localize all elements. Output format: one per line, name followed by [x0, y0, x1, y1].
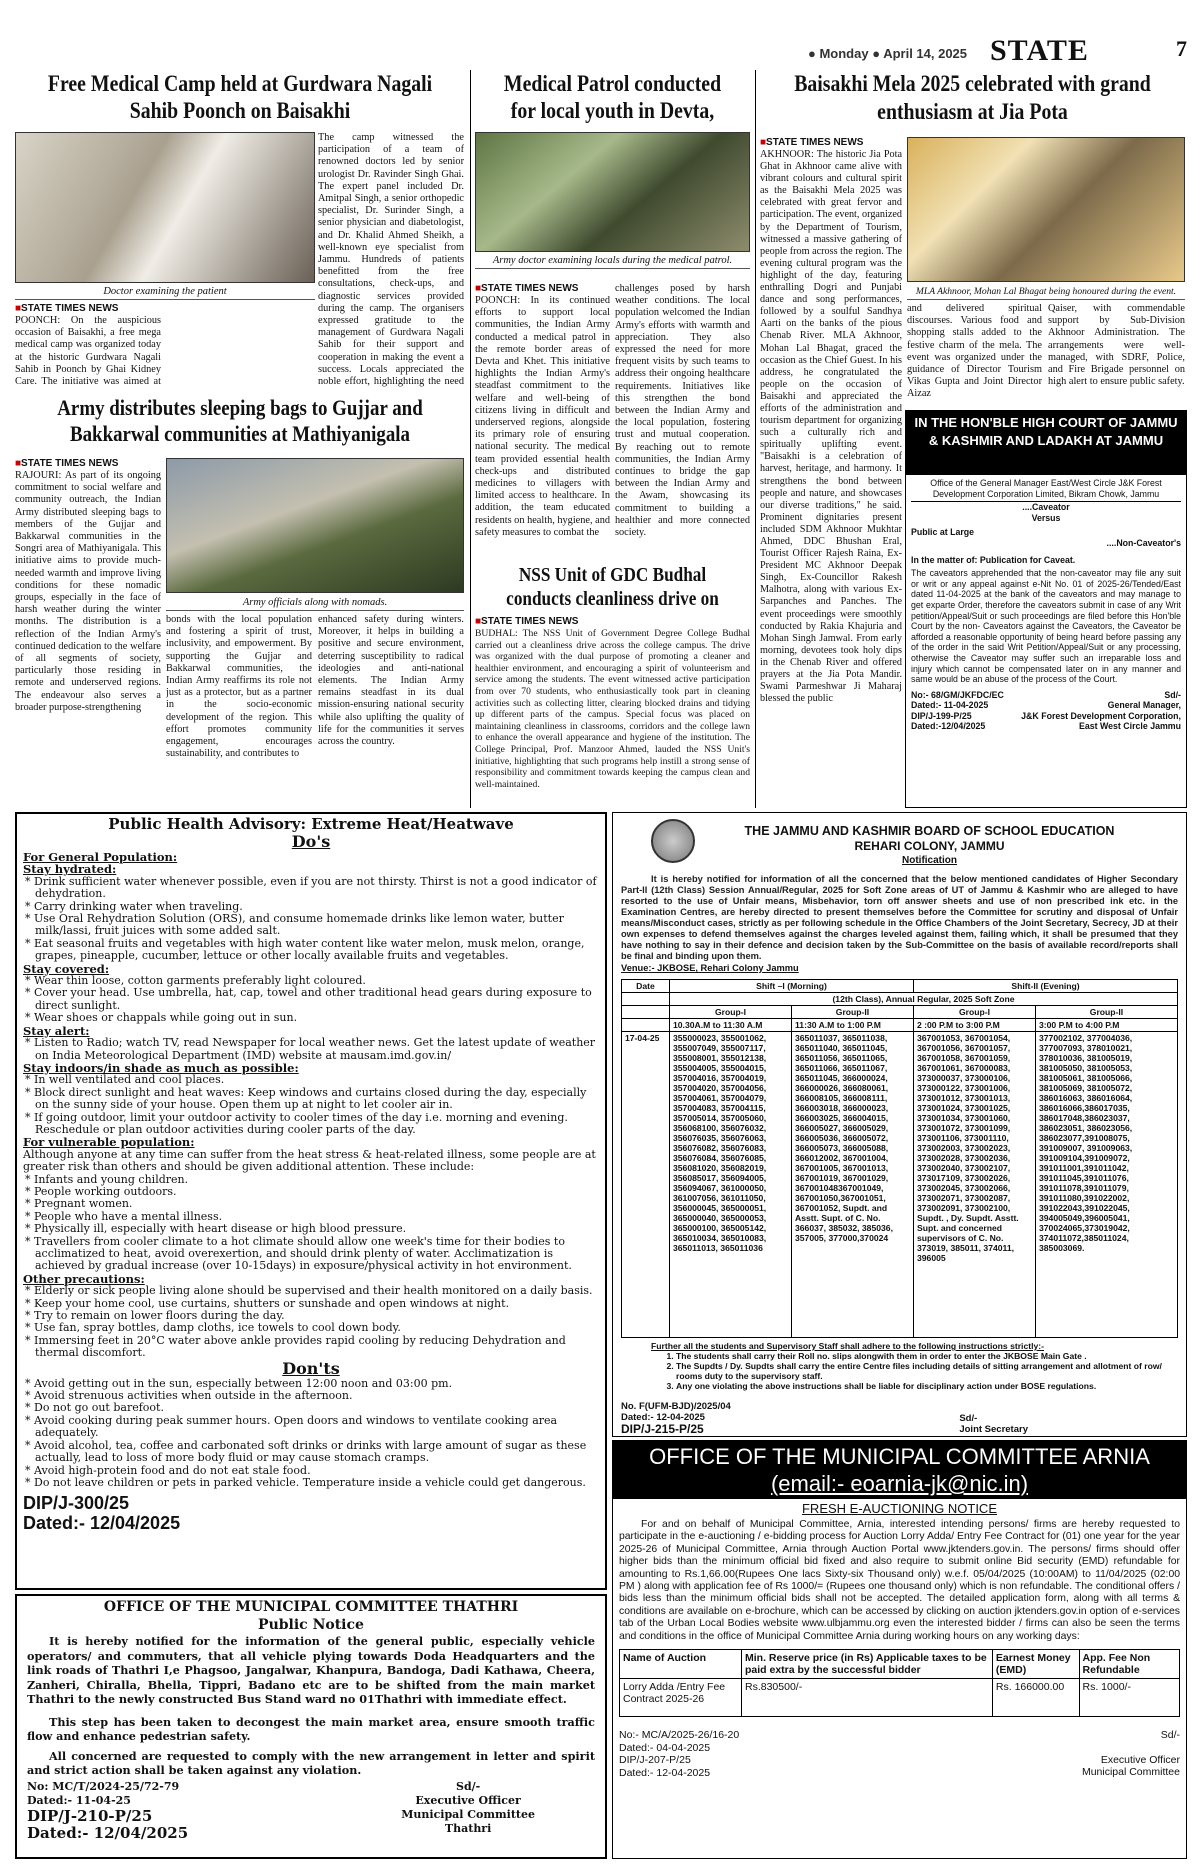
article-text: AKHNOOR: The historic Jia Pota Ghat in Akhnoor came alive with vibrant colours and cultural spirit as the Baisakhi Mela 2025 was celebrated with great fervor and participation. The event, organized by the Department of Tourism, witnessed a massive gathering of people from across the region. The evening cultural program was the highlight of the day, featuring enthralling Dogri and Punjabi dance and song performances, followed by a soulful Sandhya Aarti on the banks of the pious Chenab River. MLA Akhnoor, Mohan Lal Bhagat, graced the occasion as the Chief Guest. In his address, he congratulated the people on the occasion of Baisakhi and appreciated the efforts of the administration and tourism department for organizing such a culturally rich and spiritually uplifting event. "Baisakhi is a celebration of harvest, heritage, and harmony. It strengthens the bond between people and nature, and showcases our diverse traditions," he said. Prominent dignitaries present included SDM Akhnoor Mukhtar Ahmed, DDC Bhushan Eral, Tourist Officer Rajesh Raina, Ex-President MC Akhnoor Deepak Singh, Ex-Councillor Rakesh Malhotra, along with various Ex-Sarpanches and Panches. The event proceedings were smoothly conducted by Rakia Khajuria and Mohan Singh Jamwal. From early morning, devotees took holy dips in the Chenab River and offered prayers at the Jia Pota Mandir. Swami Parmeshwar Ji Maharaj blessed the public [760, 149, 902, 705]
article-sleeping-bags-col1 [15, 458, 161, 808]
article-text: BUDHAL: The NSS Unit of Government Degree College Budhal carried out a cleanliness drive across the college campus. The drive was organized with the dual purpose of promoting a cleaner and healthier environment, and encouraging a spirit of volunteerism and service among the students. The event witnessed active participation from over 70 students, who enthusiastically took part in cleaning activities such as collecting litter, clearing blocked drains and tidying up different parts of the campus. Special focus was placed on maintaining cleanliness in classrooms, corridors and the college lawn to enhance the overall appearance and hygiene of the institution. The College Principal, Prof. Manzoor Ahmed, lauded the NSS Unit's initiative, highlighting that such programs help instill a strong sense of responsibility and commitment towards keeping the campus clean and well-maintained. [475, 628, 750, 790]
noncaveator: ....Non-Caveator's [1106, 537, 1181, 548]
thathri-sd: Sd/- [456, 1779, 481, 1793]
auction-cell: Rs. 1000/- [1079, 1679, 1179, 1717]
arnia-sd: Sd/- [1160, 1729, 1180, 1742]
advisory-item-text: Block direct sunlight and heat waves: Keep windows and curtains closed during the day, especially on the sunny side of your house. Open them up at night to let cooler air in. [34, 1085, 587, 1112]
caveat-sd: Sd/- [1164, 689, 1181, 700]
thathri-dated: Dated:- 11-04-25 [27, 1793, 131, 1807]
thathri-body2: This step has been taken to decongest the main market area, ensure smooth traffic flow and enhance pedestrian safety. [27, 1714, 595, 1743]
jkbose-no: No. F(UFM-BJD)/2025/04 [621, 1401, 731, 1412]
dont-item: * Do not leave children or pets in parked vehicle. Temperature inside a vehicle could get dangerous. [25, 1475, 586, 1489]
article-medical-camp-col1 [15, 303, 161, 388]
caveat-title: IN THE HON'BLE HIGH COURT OF JAMMU & KASHMIR AND LADAKH AT JAMMU [906, 411, 1186, 475]
jkbose-sign2 [959, 1435, 1028, 1437]
advisory-item-text: Carry drinking water when traveling. [34, 899, 243, 913]
page-number: 7 [1176, 36, 1187, 61]
advisory-item: * Immersing feet in 20°C water above ankle provides rapid cooling by reducing Dehydration and thermal discomfort. [25, 1333, 566, 1360]
article-text-cont: Hundreds of patients benefitted from the free consultations, check-ups, and diagnostic services provided during the camp. The organisers expressed gratitude to the management of Gurdwara Nagali Sahib for their support and cooperation in making the event a success. Locals appreciated the noble effort, highlighting the need [318, 254, 464, 388]
advisory-dated: Dated:- 12/04/2025 [23, 1513, 181, 1534]
advisory-item-text: If going outdoor, limit your outdoor activity to cooler times of the day i.e. morning and evening. Reschedule or plan outdoor activities during cooler parts of the day. [34, 1110, 568, 1136]
advisory-dip: DIP/J-300/25 [23, 1493, 130, 1514]
advisory-item: * Cover your head. Use umbrella, hat, cap, towel and other traditional head gears during exposure to direct sunlight. [25, 986, 592, 1012]
arnia-no: No:- MC/A/2025-26/16-20 [619, 1729, 740, 1742]
advisory-item: * Eat seasonal fruits and vegetables with high water content like water melon, musk melon, orange, grapes, pineapple, cucumber, lettuce or other locally available fruits and vegetables. [25, 936, 585, 963]
jkbose-dip: DIP/J-215-P/25 [621, 1422, 704, 1436]
article-medical-camp-col2 [166, 303, 312, 388]
dont-item-text: Do not go out barefoot. [34, 1401, 164, 1415]
public: Public at Large [911, 527, 975, 538]
advisory-item-text: Physically ill, especially with heart disease or high blood pressure. [34, 1222, 407, 1236]
advisory-item: * Use fan, spray bottles, damp cloths, ice towels to cool down body. [25, 1321, 401, 1335]
headline-nss-budhal: NSS Unit of GDC Budhal conducts cleanliness drive on [506, 564, 719, 610]
thathri-sign3: Thathri [444, 1821, 492, 1835]
advisory-item-text: Travellers from cooler climate to a hot climate should allow one week's time for their bodies to acclimatized to heat, avoid overexertion, and should drink plenty of water. Acclimatization is achieved by gradual increase (over 10-15days) in exposure/physical activity in hot environment. [34, 1234, 572, 1273]
advisory-item: * Physically ill, especially with heart disease or high blood pressure. [25, 1222, 407, 1236]
advisory-item-text: Listen to Radio; watch TV, read Newspaper for local weather news. Get the latest update of weather on India Meteorological Department (IMD) website at mausam.imd.gov.in/ [34, 1036, 596, 1062]
article-text: RAJOURI: As part of its ongoing commitment to social welfare and community outreach, the Indian Army distributed sleeping bags to members of the Gujjar and Bakkarwal communities in the Songri area of Mathiyanigala. This initiative aims to provide much-needed warmth and improve living conditions for these nomadic groups, especially in the face of harsh weather during the winter months. The distribution is a reflection of the Indian Army's continued dedication to the welfare of all segments of society, particularly those residing in remote and underserved regions. The endeavour also serves a broader purpose-strengthening [15, 470, 161, 713]
advisory-item: * People who have a mental illness. [25, 1209, 223, 1223]
td-date: 17-04-25 [622, 1032, 670, 1338]
advisory-title: Public Health Advisory: Extreme Heat/Heatwave [108, 815, 514, 833]
advisory-item-text: Wear thin loose, cotton garments preferably light coloured. [34, 974, 366, 988]
jkbose-body: It is hereby notified for information of all the concerned that the below mentioned candidates of Higher Secondary Part-II (12th Class) Session Annual/Regular, 2025 for Soft Zone areas of UT of Jammu & Kashmir who are alleged to have resorted to the use of Unfair means, Misbehavior, torn off answer sheets and use of non prescribed ink etc. in the Examination Centres, are hereby directed to present themselves before the Committee for scrutiny and disposal of Unfair means/Misconduct cases, strictly as per following schedule in the Office Chambers of the Joint Secretary, Secrecy, JD at their own expenses to defend themselves against the charges leveled against them, failing which, it shall be presumed that they have nothing to say in their defence and decision taken by the Sub-Committee on the basis of available record/reports shall be final and binding upon them. [621, 874, 1178, 961]
th-sub: (12th Class), Annual Regular, 2025 Soft Zone [670, 993, 1178, 1006]
dont-item: * Avoid high-protein food and do not eat stale food. [25, 1463, 311, 1477]
advisory-item: * Pregnant women. [25, 1197, 133, 1211]
th-t1: 10.30A.M to 11:30 A.M [670, 1019, 792, 1032]
auction-header: Earnest Money (EMD) [992, 1650, 1079, 1679]
headline-medical-camp: Free Medical Camp held at Gurdwara Nagali Sahib Poonch on Baisakhi [47, 71, 433, 123]
arnia-notice-title: FRESH E-AUCTIONING NOTICE [801, 1501, 997, 1516]
article-text: POONCH: On the auspicious occasion of Baisakhi, a free mega medical camp was organized today at the historic Gurdwara Nagali Sahib in Poonch by Ghai Kidney Care. The initiative was aimed at [15, 315, 161, 388]
th-g4: Group-II [1036, 1006, 1178, 1019]
caveat-no: No:- 68/GM/JKFDC/EC [911, 689, 1004, 700]
arnia-sign: Executive Officer [1100, 1753, 1180, 1766]
advisory-item: * Elderly or sick people living alone should be supervised and their health monitored on a daily basis. [25, 1284, 593, 1298]
masthead-date: April 14, 2025 [883, 46, 968, 61]
paper-name: STATE [990, 34, 1089, 66]
advisory-item: * People working outdoors. [25, 1184, 177, 1198]
advisory-item-text: Keep your home cool, use curtains, shutters or sunshade and open windows at night. [34, 1296, 510, 1310]
advisory-item-text: Immersing feet in 20°C water above ankle provides rapid cooling by reducing Dehydration and thermal discomfort. [34, 1333, 566, 1360]
byline: ■ STATE TIMES NEWS [475, 283, 610, 295]
advisory-item-text: People who have a mental illness. [34, 1209, 223, 1223]
article-baisakhi-col1 [760, 137, 902, 808]
heat-advisory [15, 812, 607, 1590]
th-t3: 2 :00 P.M to 3:00 P.M [914, 1019, 1036, 1032]
advisory-item-text: Elderly or sick people living alone should be supervised and their health monitored on a daily basis. [34, 1284, 593, 1298]
caveat-body: The caveators apprehended that the non-caveator may file any suit or writ or any appeal against e-Nit No. 01 of 2025-26/Tended/East dated 11-04-2025 at the bank of the caveators and may manage to get exparte Order, therefore the caveators submit in case of any Writ petition/Appeal/Suit or such proceedings are filed before this Hon'ble Court by the non- Caveators against the Caveators, the Caveator be afforded a reasonable opportunity of being heard before passing any of the order in the said Writ Petition/Appeal/Suit or any processing, otherwise the Caveator may suffer such an irreparable loss and injury which cannot be compensated later on in any manner and same would be an abuse of the process of the Court. [911, 568, 1181, 685]
headline-medical-patrol: Medical Patrol conducted for local youth in Devta, [503, 71, 722, 123]
thathri-sign2: Municipal Committee [401, 1807, 535, 1821]
caption-army-nomads: Army officials along with nomads. [166, 596, 464, 611]
caveat-corp: J&K Forest Development Corporation, [1021, 710, 1181, 721]
auction-header: Name of Auction [620, 1650, 742, 1679]
advisory-item: * Wear shoes or chappals while going out in sun. [25, 1011, 298, 1025]
dont-item: * Avoid alcohol, tea, coffee and carbonated soft drinks or drinks with large amount of sugar as these actually, lead to loss of more body fluid or may cause stomach cramps. [25, 1438, 587, 1465]
caveat-notice [905, 410, 1187, 808]
thathri-sub: Public Notice [258, 1617, 364, 1633]
advisory-section-heading: Stay hydrated: [23, 862, 117, 877]
advisory-item: * Wear thin loose, cotton garments preferably light coloured. [25, 974, 366, 988]
auction-cell: Lorry Adda /Entry Fee Contract 2025-26 [620, 1679, 742, 1717]
advisory-item-text: Eat seasonal fruits and vegetables with high water content like water melon, musk melon, orange, grapes, pineapple, cucumber, lettuce or other locally available fruits and vegetables. [34, 936, 585, 963]
advisory-section-heading: For General Population: [23, 850, 178, 864]
article-baisakhi-col2: and delivered spiritual discourses. Various food and shopping stalls added to the festive charm of the mela. The event was organized under the guidance of Director Tourism Vikas Gupta and Joint Director Aizaz [907, 303, 1042, 400]
thathri-dated2: Dated:- 12/04/2025 [27, 1823, 189, 1842]
th-shift1: Shift –I (Morning) [670, 980, 914, 993]
arnia-dated: Dated:- 04-04-2025 [619, 1741, 711, 1754]
caveat-party: Office of the General Manager East/West Circle J&K Forest Development Corporation Limited, Bikram Chowk, Jammu [911, 478, 1181, 502]
donts-list [23, 1378, 599, 1490]
arnia-auction-table [619, 1649, 1180, 1717]
advisory-item: * Carry drinking water when traveling. [25, 899, 243, 913]
thathri-sign: Executive Officer [415, 1793, 521, 1807]
advisory-section-heading: For vulnerable population: [23, 1135, 195, 1150]
photo-army-nomads [166, 458, 464, 593]
th-t4: 3:00 P.M to 4:00 P.M [1036, 1019, 1178, 1032]
dos-heading: Do's [291, 832, 331, 851]
article-sleeping-bags-col2: bonds with the local population and fostering a spirit of trust, inclusivity, and empowerment. By supporting the Gujjar and Bakkarwal communities, the Indian Army reaffirms its role not just as a protector, but as a partner in the socio-economic development of the region. This effort promotes community engagement, encourages sustainability, and contributes to [166, 614, 312, 760]
dont-item: * Avoid cooking during peak summer hours. Open doors and windows to ventilate cooking area adequately. [25, 1413, 558, 1440]
jkbose-footer1: Further all the students and Supervisory Staff shall adhere to the following instructions strictly:- [651, 1341, 1044, 1351]
arnia-dated2: Dated:- 12-04-2025 [619, 1766, 711, 1779]
jkbose-venue: Venue:- JKBOSE, Rehari Colony Jammu [621, 963, 799, 973]
advisory-item-text: Drink sufficient water whenever possible, even if you are not thirsty. Thirst is not a good indicator of dehydration. [34, 874, 597, 901]
advisory-item: * In well ventilated and cool places. [25, 1073, 225, 1087]
td-c3: 367001053, 367001054, 367001056, 367001057, 367001058, 367001059, 367001061, 367000083, 373000037, 373000106, 373000122, 373001006, 373001012, 373001013, 373001024, 373001025, 373001034, 373001060, 373001072, 373001099, 373001106, 373001110, 373002003, 373002023, 373002028, 373002036, 373002040, 373002107, 373017109, 373002026, 373002045, 373002066, 373002071, 373002087, 373002091, 373002100, Supdt. , Dy. Supdt. Asstt. Supt. and concerned supervisors of C. No. 373019, 385011, 374011, 396005 [914, 1032, 1036, 1338]
jkbose-title: THE JAMMU AND KASHMIR BOARD OF SCHOOL EDUCATION [744, 824, 1115, 838]
arnia-sign2: Municipal Committee [1081, 1766, 1180, 1779]
thathri-title: OFFICE OF THE MUNICIPAL COMMITTEE THATHRI [103, 1599, 519, 1615]
td-c1: 355000023, 355001062, 355007049, 355007117, 355008001, 355012138, 355004005, 355004015, 357004016, 357004019, 357004020, 357004056, 357004061, 357004079, 357004083, 357004115, 357005014, 357005060, 356068100, 356076032, 356076035, 356076063, 356076082, 356076083, 356076084, 356076085, 356081020, 356082019, 356085017, 356094005, 356094067, 361000050, 361007056, 361011050, 356000045, 365000051, 365000040, 365000053, 365000100, 365005142, 365010034, 365010083, 365011013, 365011036 [670, 1032, 792, 1338]
thathri-body1: It is hereby notified for the information of the general public, especially vehicle operators/ and commuters, that all vehicle plying towards Doda Headquarters and the link roads of Thathri I,e Phagsoo, Jangalwar, Khanpura, Bandoga, Dadi Kathawa, Cheera, Zanheri, Chiralla, Bhella, Tippri, Badano etc are to be shifted from the main market Thathri to the newly constructed Bus Stand ward no 01Thathri with immediate effect. [27, 1634, 595, 1706]
caveat-dip: DIP/J-199-P/25 [911, 710, 972, 721]
byline: ■ STATE TIMES NEWS [475, 616, 750, 628]
masthead: ● Monday ● April 14, 2025 STATE 7 [800, 34, 1190, 66]
article-sleeping-bags-col3: enhanced safety during winters. Moreover, it helps in building a positive and secure environment, deterring susceptibility to radical ideologies and anti-national elements. The Indian Army remains steadfast in its dual mission-ensuring national security while also uplifting the quality of life for the communities it serves across the country. [318, 614, 464, 748]
donts-heading: Don'ts [282, 1358, 340, 1378]
advisory-section-heading: Stay covered: [23, 961, 110, 976]
byline: ■ STATE TIMES NEWS [15, 303, 161, 315]
advisory-item: * Drink sufficient water whenever possible, even if you are not thirsty. Thirst is not a good indicator of dehydration. [25, 874, 597, 901]
article-text: POONCH: In its continued efforts to support local communities, the Indian Army conducted a medical patrol in the remote border areas of Devta and Khet. This initiative highlights the Indian Army's steadfast commitment to the welfare and well-being of citizens living in difficult and underserved regions, alongside its primary role of ensuring national security. The medical team provided essential health check-ups and distributed medicines to villagers with limited access to healthcare. In addition, the team educated residents on health, hygiene, and safety measures to combat the [475, 295, 610, 538]
advisory-item-text: People working outdoors. [34, 1184, 177, 1198]
caveator: ....Caveator [1022, 502, 1070, 513]
article-medical-patrol-col2: challenges posed by harsh weather conditions. The local population welcomed the Indian Army's efforts with warmth and appreciation. They also expressed the need for more frequent visits by such teams to address their ongoing healthcare requirements. Initiatives like this strengthen the bond between the Indian Army and the local population, fostering trust and mutual cooperation. By reaching out to remote communities, the Indian Army continues to bridge the gap between the Indian Army and the Awam, showcasing its commitment to building a healthier and more connected society. [615, 283, 750, 539]
instruction-item: 2. The Supdts / Dy. Supdts shall carry the entire Centre files including details of sitting arrangement and allotment of row/ rooms duty to the supervisory staff. [676, 1361, 1178, 1381]
jkbose-sd: Sd/- [959, 1413, 978, 1424]
th-g1: Group-I [670, 1006, 792, 1019]
dont-item-text: Avoid strenuous activities when outside in the afternoon. [34, 1389, 353, 1403]
dont-item-text: Avoid getting out in the sun, especially between 12:00 noon and 03:00 pm. [34, 1376, 453, 1390]
advisory-section-heading: Stay indoors/in shade as much as possible: [23, 1060, 299, 1075]
thathri-no: No: MC/T/2024-25/72-79 [27, 1779, 180, 1793]
advisory-item: * Keep your home cool, use curtains, shutters or sunshade and open windows at night. [25, 1296, 510, 1310]
advisory-item-text: Pregnant women. [34, 1197, 133, 1211]
auction-cell: Rs. 166000.00 [992, 1679, 1079, 1717]
headline-army-sleeping-bags: Army distributes sleeping bags to Gujjar and Bakkarwal communities at Mathiyanigala [57, 395, 423, 446]
advisory-item-text: In well ventilated and cool places. [34, 1073, 225, 1087]
article-nss-budhal [475, 616, 750, 808]
masthead-day: Monday [819, 46, 869, 61]
advisory-item: * Listen to Radio; watch TV, read Newspaper for local weather news. Get the latest update of weather on India Meteorological Department (IMD) website at mausam.imd.gov.in/ [25, 1036, 596, 1062]
arnia-dip: DIP/J-207-P/25 [619, 1754, 691, 1767]
versus: Versus [1031, 512, 1061, 523]
dont-item: * Avoid getting out in the sun, especially between 12:00 noon and 03:00 pm. [25, 1376, 453, 1390]
dont-item-text: Do not leave children or pets in parked vehicle. Temperature inside a vehicle could get dangerous. [34, 1475, 586, 1489]
headline-baisakhi-mela: Baisakhi Mela 2025 celebrated with grand enthusiasm at Jia Pota [794, 71, 1151, 124]
jkbose-notification [612, 812, 1187, 1437]
arnia-notice [612, 1440, 1187, 1859]
jkbose-instructions [676, 1351, 1178, 1391]
caveat-matter: In the matter of: Publication for Caveat. [911, 554, 1076, 565]
dont-item-text: Avoid alcohol, tea, coffee and carbonated soft drinks or drinks with large amount of sugar as these actually, lead to loss of more body fluid or may cause stomach cramps. [34, 1438, 587, 1465]
byline: ■ STATE TIMES NEWS [15, 458, 161, 470]
jkbose-notif: Notification [902, 855, 957, 866]
advisory-item: * Try to remain on lower floors during the day. [25, 1309, 285, 1323]
caveat-dated2: Dated:-12/04/2025 [911, 721, 986, 732]
td-c2: 365011037, 365011038, 365011040, 365011045, 365011056, 365011065, 365011066, 365011067, 365011045, 366000024, 366000026, 366080061, 366008105, 366008111, 366003018, 366000023, 366003025, 366004015, 366005027, 366005029, 366005036, 366005072, 366005073, 366005088, 366012002, 367001004, 367001005, 367001013, 367001019, 367001029, 367001048367001049, 367001050,367001051, 367001052, Supdt. and Asstt. Supt. of C. No. 366037, 385032, 385036, 357005, 377000,370024 [792, 1032, 914, 1338]
th-g3: Group-I [914, 1006, 1036, 1019]
jkbose-sub: REHARI COLONY, JAMMU [854, 839, 1005, 853]
advisory-item-text: Try to remain on lower floors during the day. [34, 1309, 285, 1323]
arnia-body: For and on behalf of Municipal Committee, Arnia, interested intending persons/ firms are hereby requested to participate in the e-auctioning / e-bidding process for Auction Lorry Adda/ Entry Fee Contract for (01) one year for the year 2025-26 of Municipal Committee, Arnia through Auction Portal www.jktenders.gov.in. The persons/ firms should offer higher bids than the minimum official bid fixed and also require to submit online Bid security (EMD) refundable for amounting to Rs.1,66.00(Rupees One lacs Sixty-six Thousand only) w.e.f. 05/04/2025 (10:00AM) to 11/04/2025 (02:00 PM ) along with application fee of Rs 1000/= (Rupees one thousand only) which is non refundable. The conditional offers / bids less than the minimum official bids shall not be accepted. The detailed application form, along with all terms & conditions are available on e-brochure, which can be accessed by clicking on auction jktenders.gov.in option of e-services tab of the Urban Local Bodies website www.ulbjammu.org even the interested bidder / firms can also be seen the terms and conditions in the office of Municipal Committee Arnia during working hours on any working days: [619, 1519, 1180, 1642]
instruction-item: 3. Any one violating the above instructions shall be liable for disciplinary action under BOSE regulations. [676, 1381, 1178, 1391]
photo-medical-patrol [475, 132, 750, 252]
dont-item: * Avoid strenuous activities when outside in the afternoon. [25, 1389, 353, 1403]
td-c4: 377002102, 377004036, 377007093, 378010021, 378010036, 381005019, 381005050, 381005053, 381005061, 381005066, 381005069, 381005072, 386016063, 386016064, 386016066,386017035, 386017048,386023037, 386023051, 386023056, 386023077,391008075, 391009007, 391009063, 391009104,391009072, 391011001,391011042, 391011045,391011076, 391011078,391011079, 391011080,391022002, 391022043,391022045, 394005049,396005041, 370024065,373019042, 374011072,385011024, 385003069. [1036, 1032, 1178, 1338]
dont-item-text: Avoid high-protein food and do not eat stale food. [34, 1463, 311, 1477]
advisory-item-text: Infants and young children. [34, 1172, 189, 1186]
th-date: Date [622, 980, 670, 993]
article-baisakhi-col3: Qaiser, with commendable support by Sub-Division Akhnoor Administration. The arrangements were well-managed, with SDRF, Police, and Fire Brigade personnel on high alert to ensure public safety. [1048, 303, 1185, 388]
dont-item: * Do not go out barefoot. [25, 1401, 164, 1415]
caveat-dated: Dated:- 11-04-2025 [911, 700, 989, 711]
caption-medical-camp: Doctor examining the patient [15, 285, 315, 300]
jkbose-schedule-table [621, 979, 1178, 1338]
advisory-section-heading: Stay alert: [23, 1023, 90, 1038]
advisory-item-text: Use fan, spray bottles, damp cloths, ice towels to cool down body. [34, 1321, 401, 1335]
advisory-item: * Infants and young children. [25, 1172, 189, 1186]
advisory-item-text: Cover your head. Use umbrella, hat, cap, towel and other traditional head gears during exposure to direct sunlight. [34, 986, 592, 1012]
auction-cell: Rs.830500/- [742, 1679, 993, 1717]
byline: ■ STATE TIMES NEWS [760, 137, 902, 149]
caveat-gm: General Manager, [1107, 700, 1181, 711]
arnia-title: OFFICE OF THE MUNICIPAL COMMITTEE ARNIA [613, 1441, 1186, 1471]
advisory-item: * Use Oral Rehydration Solution (ORS), and consume homemade drinks like lemon water, butter milk/lassi, fruit juices with some added salt. [25, 912, 564, 938]
advisory-section-heading: Other precautions: [23, 1271, 145, 1286]
photo-baisakhi-mela [907, 137, 1185, 282]
photo-medical-camp [15, 132, 315, 283]
advisory-intro: Although anyone at any time can suffer from the heat stress & heat-related illness, some people are at greater risk than others and should be given additional attention. These include: [23, 1147, 596, 1174]
caption-medical-patrol: Army doctor examining locals during the medical patrol. [475, 254, 750, 269]
th-shift2: Shift-II (Evening) [914, 980, 1178, 993]
advisory-sections [23, 851, 599, 1360]
advisory-item: * Travellers from cooler climate to a hot climate should allow one week's time for their bodies to acclimatized to heat, avoid overexertion, and should drink plenty of water. Acclimatization is achieved by gradual increase (over 10-15days) in exposure/physical activity in hot environment. [25, 1234, 572, 1273]
caption-baisakhi-mela: MLA Akhnoor, Mohan Lal Bhagat being honoured during the event. [907, 285, 1185, 300]
arnia-email: (email:- eoarnia-jk@nic.in) [613, 1471, 1186, 1499]
instruction-item: 1. The students shall carry their Roll no. slips alongwith them in order to enter the JKBOSE Main Gate . [676, 1351, 1178, 1361]
advisory-item-text: Use Oral Rehydration Solution (ORS), and consume homemade drinks like lemon water, butter milk/lassi, fruit juices with some added salt. [34, 912, 564, 938]
caveat-circle: East West Circle Jammu [1078, 721, 1181, 732]
advisory-item: * If going outdoor, limit your outdoor activity to cooler times of the day i.e. morning and evening. Reschedule or plan outdoor activities during cooler parts of the day. [25, 1110, 568, 1136]
jkbose-dated2 [621, 1436, 731, 1437]
jkbose-logo-icon [651, 819, 695, 863]
article-medical-patrol-col1 [475, 283, 610, 555]
auction-header: App. Fee Non Refundable [1079, 1650, 1179, 1679]
advisory-item: * Block direct sunlight and heat waves: Keep windows and curtains closed during the day, especially on the sunny side of your house. Open them up at night to let cooler air in. [25, 1085, 587, 1112]
dont-item-text: Avoid cooking during peak summer hours. Open doors and windows to ventilate cooking area adequately. [34, 1413, 558, 1440]
auction-header: Min. Reserve price (in Rs) Applicable taxes to be paid extra by the successful bidder [742, 1650, 993, 1679]
thathri-dip: DIP/J-210-P/25 [27, 1806, 153, 1825]
thathri-body3: All concerned are requested to comply with the new arrangement in letter and spirit and strict action shall be taken against any violation. [27, 1748, 595, 1777]
th-t2: 11:30 A.M to 1:00 P.M [792, 1019, 914, 1032]
thathri-notice [15, 1594, 607, 1859]
jkbose-dated: Dated:- 12-04-2025 [621, 1412, 705, 1423]
advisory-item-text: Wear shoes or chappals while going out in sun. [34, 1011, 298, 1025]
th-g2: Group-II [792, 1006, 914, 1019]
jkbose-sign: Joint Secretary [959, 1424, 1028, 1435]
article-medical-camp-col3: The camp witnessed the participation of a team of renowned doctors led by senior urologist Dr. Ravinder Singh Ghai. The expert panel included Dr. Amitpal Singh, a senior orthopedic specialist, Dr. Surinder Singh, a senior physician and diabetologist, and Dr. Khalid Ahmed Sheikh, a well-known eye specialist from Jammu. Hundreds of patients benefitted from the free consultations, check-ups, and diagnostic services provided during the camp. The organisers expressed gratitude to the management of Gurdwara Nagali Sahib for their support and cooperation in making the event a success. Locals appreciated the noble effort, highlighting the need [318, 132, 464, 388]
